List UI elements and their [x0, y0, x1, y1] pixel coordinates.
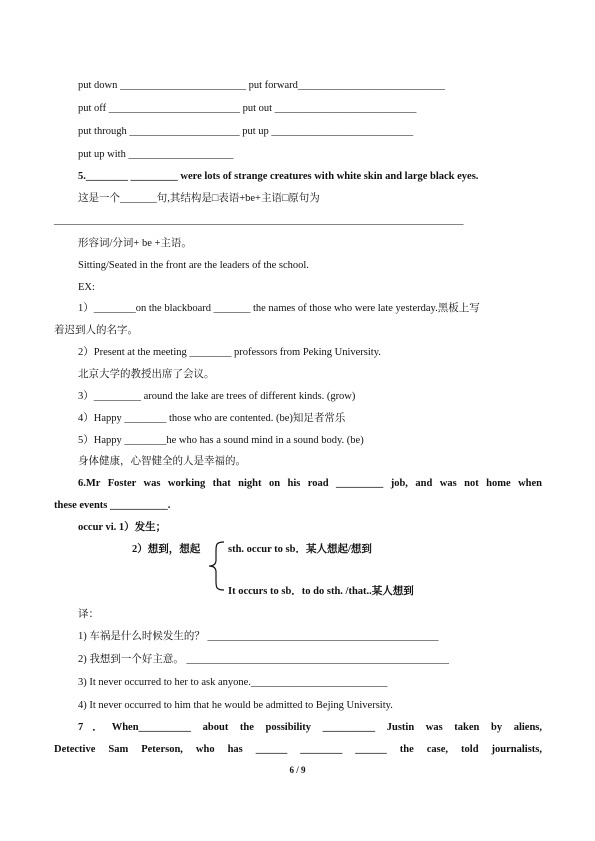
curly-brace-icon: [206, 541, 226, 591]
translate-2: 2) 我想到一个好主意。 __________________________________________________: [78, 654, 449, 665]
translate-heading: 译：: [78, 609, 99, 620]
question-5-example: Sitting/Seated in the front are the leaders of the school.: [78, 260, 309, 271]
exercise-5-translation: 身体健康，心智健全的人是幸福的。: [78, 456, 246, 467]
translate-4: 4) It never occurred to him that he would be admitted to Bejing University.: [78, 700, 393, 711]
occur-pattern-1: sth. occur to sb．某人想起/想到: [228, 544, 372, 555]
question-6-cont: these events ___________.: [54, 500, 171, 511]
question-6: 6.Mr Foster was working that night on his road _________ job, and was not home when: [78, 478, 542, 489]
question-5-structure: 这是一个_______句,其结构是□表语+be+主语□原句为: [78, 193, 320, 204]
phrase-line-3: put through _____________________ put up ___________________________: [78, 126, 414, 137]
exercise-3: 3）_________ around the lake are trees of different kinds. (grow): [78, 391, 356, 402]
phrase-line-4: put up with ____________________: [78, 149, 234, 160]
phrase-line-1: put down ________________________ put forward____________________________: [78, 80, 445, 91]
question-7: 7．When__________ about the possibility __________ Justin was taken by aliens,: [78, 722, 542, 733]
exercise-4: 4）Happy ________ those who are contented. (be)知足者常乐: [78, 413, 346, 424]
exercise-1-cont: 着迟到人的名字。: [54, 325, 138, 336]
page-number: 6 / 9: [289, 765, 306, 775]
question-5-answer-line: ______________________________________________________________________________: [54, 215, 464, 226]
phrase-line-2: put off _________________________ put out ___________________________: [78, 103, 417, 114]
exercise-2-translation: 北京大学的教授出席了会议。: [78, 369, 215, 380]
translate-1: 1) 车祸是什么时候发生的？ ____________________________________________: [78, 631, 439, 642]
occur-pattern-2: It occurs to sb．to do sth. /that..某人想到: [228, 586, 414, 597]
question-5-pattern: 形容词/分词+ be +主语。: [78, 238, 192, 249]
exercise-2: 2）Present at the meeting ________ professors from Peking University.: [78, 347, 381, 358]
translate-3: 3) It never occurred to her to ask anyone.__________________________: [78, 677, 388, 688]
occur-definition: occur vi. 1）发生；: [78, 522, 167, 533]
question-5: 5.________ _________ were lots of strange creatures with white skin and large black eyes.: [78, 171, 479, 182]
question-7-cont: Detective Sam Peterson, who has ______ ________ ______ the case, told journalists,: [54, 744, 542, 755]
occur-meaning-2: 2）想到，想起: [132, 544, 201, 555]
exercise-1: 1）________on the blackboard _______ the names of those who were late yesterday.黑板上写: [78, 303, 480, 314]
ex-heading: EX:: [78, 282, 95, 293]
exercise-5: 5）Happy ________he who has a sound mind in a sound body. (be): [78, 435, 364, 446]
